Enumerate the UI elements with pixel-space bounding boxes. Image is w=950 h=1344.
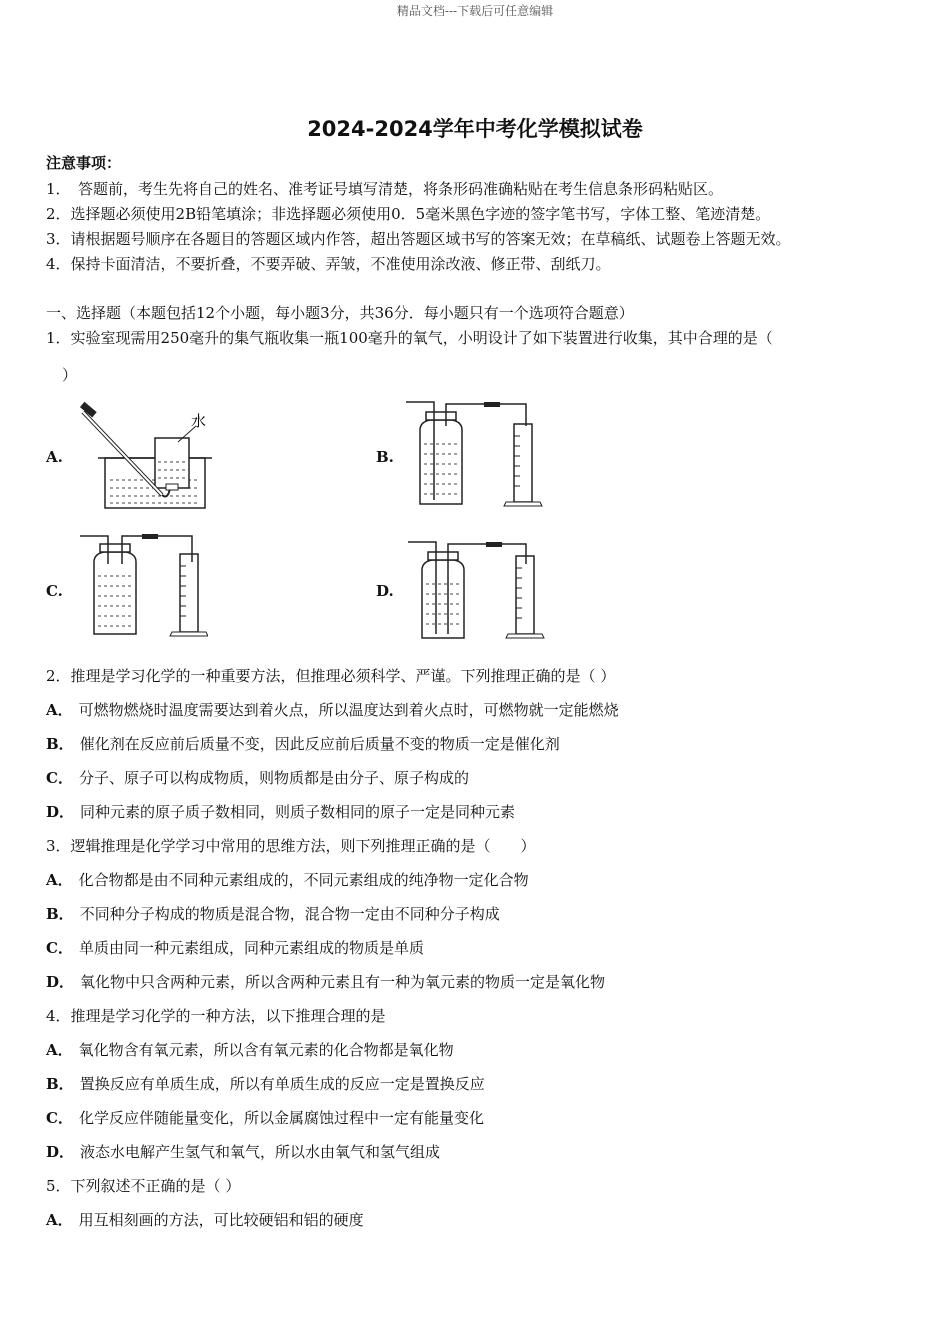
option-text: 同种元素的原子质子数相同，则质子数相同的原子一定是同种元素 xyxy=(80,803,516,821)
option-text: 分子、原子可以构成物质，则物质都是由分子、原子构成的 xyxy=(78,769,469,787)
figure-label-b: B. xyxy=(376,448,394,466)
option-row xyxy=(46,801,515,822)
notice-heading: 注意事项： xyxy=(46,154,122,172)
question-stem: 5．下列叙述不正确的是（ ） xyxy=(46,1177,241,1195)
option-label: B． xyxy=(46,735,74,753)
question-stem: 2．推理是学习化学的一种重要方法，但推理必须科学、严谨。下列推理正确的是（ ） xyxy=(46,667,616,685)
option-text: 氧化物含有氧元素，所以含有氧元素的化合物都是氧化物 xyxy=(78,1041,454,1059)
option-label: A． xyxy=(46,1211,73,1229)
option-label: B． xyxy=(46,1075,74,1093)
option-row xyxy=(46,767,469,788)
question-stem: 3．逻辑推理是化学学习中常用的思维方法，则下列推理正确的是（ ） xyxy=(46,837,536,855)
option-text: 用互相刻画的方法，可比较硬铝和铝的硬度 xyxy=(78,1211,364,1229)
option-text: 氧化物中只含两种元素，所以含两种元素且有一种为氧元素的物质一定是氧化物 xyxy=(80,973,606,991)
option-label: A． xyxy=(46,871,73,889)
option-row xyxy=(46,733,560,754)
option-text: 催化剂在反应前后质量不变，因此反应前后质量不变的物质一定是催化剂 xyxy=(79,735,560,753)
option-text: 不同种分子构成的物质是混合物，混合物一定由不同种分子构成 xyxy=(79,905,500,923)
option-text: 液态水电解产生氢气和氧气，所以水由氧气和氢气组成 xyxy=(80,1143,441,1161)
question-stem: 4．推理是学习化学的一种方法，以下推理合理的是 xyxy=(46,1007,386,1025)
page-watermark-header: 精品文档---下载后可任意编辑 xyxy=(396,4,554,18)
option-row xyxy=(46,1039,454,1060)
figure-b-gas-bottle-cylinder xyxy=(402,396,552,511)
option-row xyxy=(46,971,605,992)
option-row xyxy=(46,937,424,958)
option-row xyxy=(46,869,529,890)
option-text: 化学反应伴随能量变化，所以金属腐蚀过程中一定有能量变化 xyxy=(78,1109,484,1127)
option-text: 可燃物燃烧时温度需要达到着火点，所以温度达到着火点时，可燃物就一定能燃烧 xyxy=(78,701,619,719)
figure-c-gas-bottle-cylinder xyxy=(78,530,208,640)
option-label: C． xyxy=(46,769,73,787)
notice-item: 4．保持卡面清洁，不要折叠，不要弄破、弄皱，不准使用涂改液、修正带、刮纸刀。 xyxy=(46,255,611,273)
figure-label-d: D. xyxy=(376,582,394,600)
option-row xyxy=(46,903,500,924)
figure-label-a: A. xyxy=(46,448,63,466)
question-stem: 1．实验室现需用250毫升的集气瓶收集一瓶100毫升的氧气，小明设计了如下装置进行收集，其中合理的是（ xyxy=(46,329,773,347)
option-row xyxy=(46,1141,440,1162)
option-label: C． xyxy=(46,1109,73,1127)
notice-item: 2．选择题必须使用2B铅笔填涂；非选择题必须使用0．5毫米黑色字迹的签字笔书写，字体工整、笔迹清楚。 xyxy=(46,205,771,223)
option-row xyxy=(46,699,619,720)
option-row xyxy=(46,1209,364,1230)
question-stem-end: ） xyxy=(62,366,78,384)
section-heading: 一、选择题（本题包括12个小题，每小题3分，共36分．每小题只有一个选项符合题意） xyxy=(46,304,634,322)
option-label: A． xyxy=(46,701,73,719)
option-label: D． xyxy=(46,803,75,821)
option-label: B． xyxy=(46,905,74,923)
page-title: 2024-2024学年中考化学模拟试卷 xyxy=(307,117,643,141)
option-label: D． xyxy=(46,973,75,991)
notice-item: 1． 答题前，考生先将自己的姓名、准考证号填写清楚，将条形码准确粘贴在考生信息条形码粘贴区。 xyxy=(46,180,724,198)
option-text: 置换反应有单质生成，所以有单质生成的反应一定是置换反应 xyxy=(79,1075,485,1093)
option-row xyxy=(46,1073,485,1094)
option-text: 化合物都是由不同种元素组成的，不同元素组成的纯净物一定化合物 xyxy=(78,871,529,889)
option-label: C． xyxy=(46,939,73,957)
water-label: 水 xyxy=(191,412,207,430)
figure-a-water-displacement xyxy=(78,400,218,515)
option-row xyxy=(46,1107,484,1128)
option-label: A． xyxy=(46,1041,73,1059)
figure-d-gas-bottle-cylinder xyxy=(404,530,554,642)
option-label: D． xyxy=(46,1143,75,1161)
figure-label-c: C. xyxy=(46,582,63,600)
notice-item: 3．请根据题号顺序在各题目的答题区域内作答，超出答题区域书写的答案无效；在草稿纸、试题卷上答题无效。 xyxy=(46,230,791,248)
option-text: 单质由同一种元素组成，同种元素组成的物质是单质 xyxy=(78,939,424,957)
